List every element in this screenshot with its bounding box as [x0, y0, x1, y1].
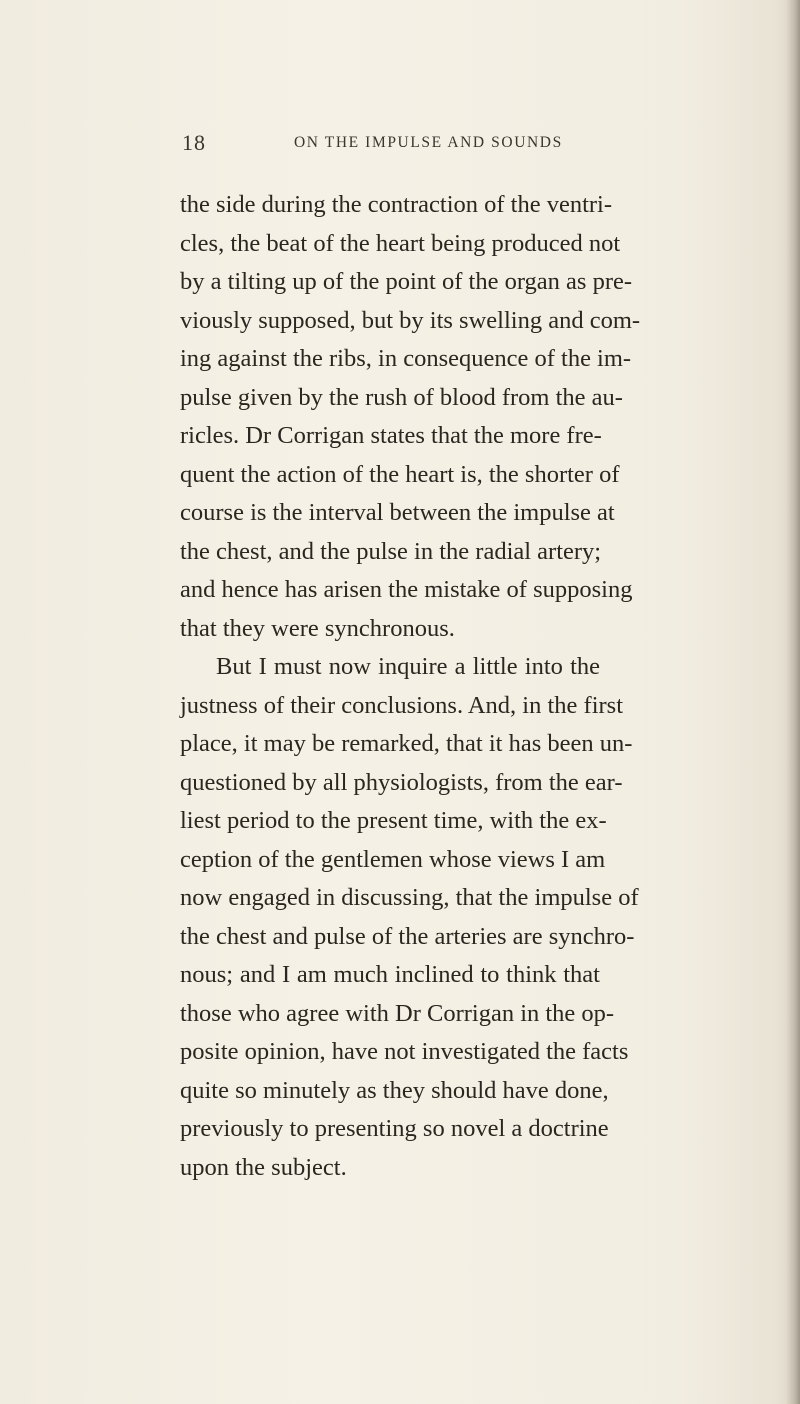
text-line-paragraph-start: But I must now inquire a little into the	[216, 653, 600, 680]
text-line: previously to presenting so novel a doctrine	[180, 1115, 609, 1142]
running-title: ON THE IMPULSE AND SOUNDS	[294, 134, 563, 151]
page-number: 18	[182, 130, 206, 155]
text-line: by a tilting up of the point of the organ as pre-	[180, 268, 633, 295]
text-line: justness of their conclusions. And, in the first	[180, 691, 623, 719]
text-line: ing against the ribs, in consequence of the im-	[180, 345, 632, 372]
text-line: questioned by all physiologists, from the ear-	[180, 768, 623, 796]
text-line: now engaged in discussing, that the impulse of	[180, 884, 639, 911]
text-line: course is the interval between the impulse at	[180, 499, 615, 526]
text-line: ception of the gentlemen whose views I am	[180, 845, 606, 873]
text-line-paragraph-end: upon the subject.	[180, 1153, 347, 1181]
text-line: those who agree with Dr Corrigan in the op-	[180, 999, 615, 1027]
text-line: the chest and pulse of the arteries are synchro-	[180, 922, 635, 950]
text-line: pulse given by the rush of blood from the au-	[180, 383, 623, 411]
text-line: quent the action of the heart is, the shorter of	[180, 460, 620, 488]
text-line: nous; and I am much inclined to think that	[180, 961, 600, 988]
text-line: liest period to the present time, with the ex-	[180, 807, 607, 834]
text-line: place, it may be remarked, that it has been un-	[180, 730, 633, 757]
text-line: and hence has arisen the mistake of supposing	[180, 576, 633, 603]
text-line: posite opinion, have not investigated the facts	[180, 1038, 629, 1065]
body-text	[180, 186, 641, 1187]
text-line: quite so minutely as they should have done,	[180, 1076, 609, 1104]
text-line: the chest, and the pulse in the radial artery;	[180, 537, 602, 565]
page-edge-shadow	[786, 0, 800, 1404]
text-line: cles, the beat of the heart being produced not	[180, 229, 621, 257]
text-line: ricles. Dr Corrigan states that the more fre-	[180, 422, 602, 449]
text-line: viously supposed, but by its swelling and com-	[180, 306, 641, 334]
running-head	[0, 130, 800, 160]
text-line-paragraph-end: that they were synchronous.	[180, 614, 455, 642]
text-line: the side during the contraction of the ventri-	[180, 191, 613, 218]
